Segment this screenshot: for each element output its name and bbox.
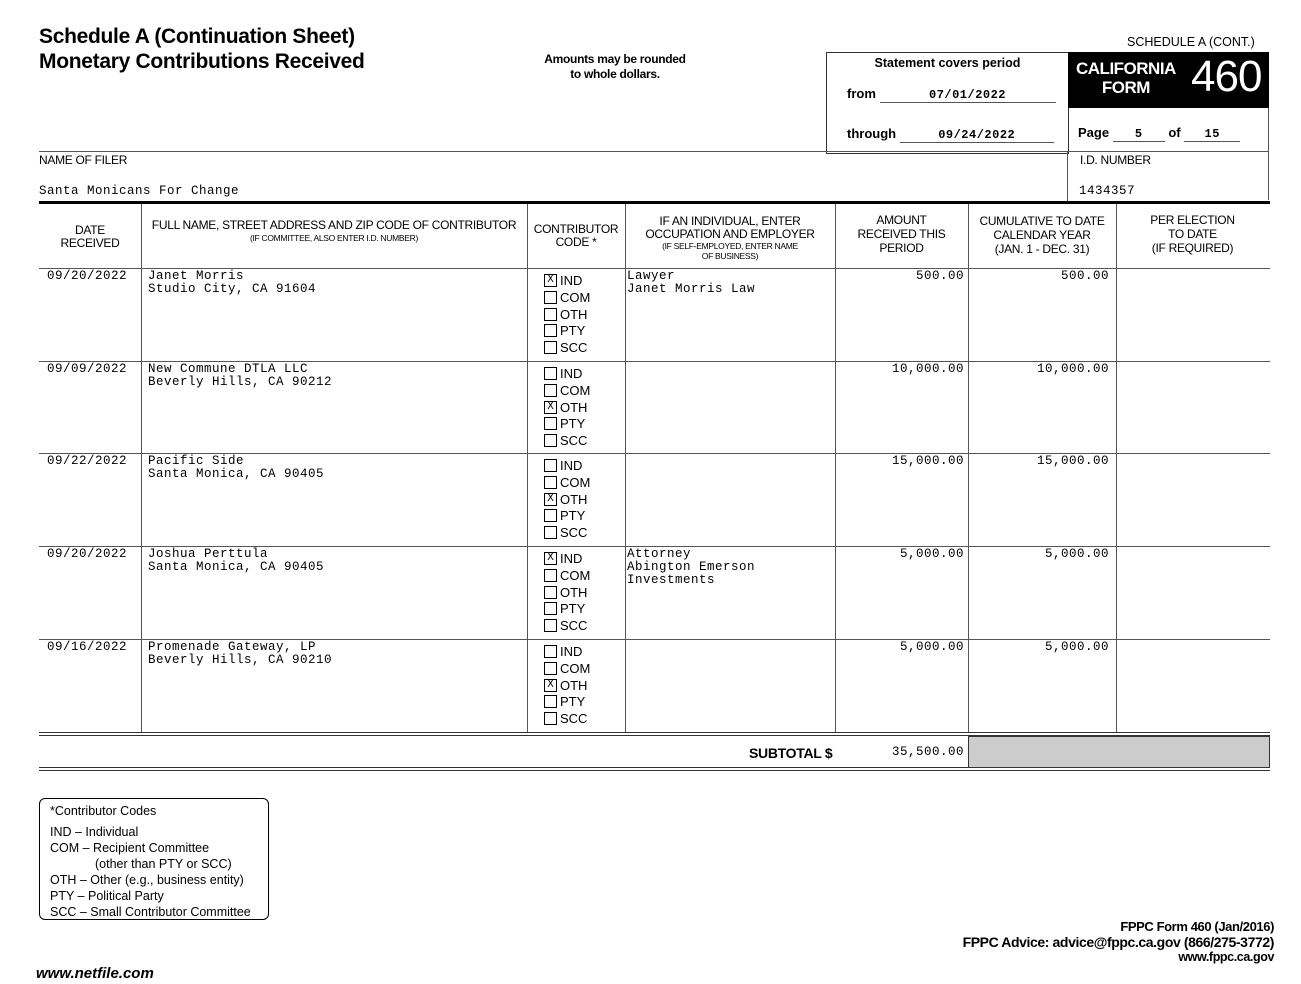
legend-com: COM – Recipient Committee	[50, 841, 210, 855]
subtotal-shaded	[968, 736, 1270, 768]
contributor-code-com[interactable]	[544, 289, 590, 306]
contributor-code-pty[interactable]	[544, 693, 585, 710]
date-received: 09/20/2022	[47, 547, 128, 561]
code-label: PTY	[560, 508, 586, 524]
code-label: IND	[560, 458, 583, 473]
code-label: SCC	[560, 525, 588, 541]
col-occ-2: OCCUPATION AND EMPLOYER	[645, 227, 815, 241]
checkbox[interactable]	[544, 308, 557, 321]
contributor-address: Studio City, CA 91604	[148, 282, 317, 296]
contributor-code-pty[interactable]	[544, 600, 585, 617]
contributor-address: Beverly Hills, CA 90212	[148, 375, 333, 389]
contributor-code-ind[interactable]	[544, 550, 582, 567]
occupation-employer: Lawyer	[627, 269, 676, 283]
col-name-sub: (IF COMMITTEE, ALSO ENTER I.D. NUMBER)	[249, 233, 419, 243]
netfile-link[interactable]: www.netfile.com	[36, 965, 154, 982]
col-occupation-header	[625, 215, 835, 261]
contributor-code-scc[interactable]	[544, 432, 587, 449]
checkbox[interactable]: X	[544, 401, 557, 414]
contributor-code-ind[interactable]	[544, 643, 582, 660]
col-amount-header	[835, 213, 968, 255]
column-divider	[625, 204, 626, 732]
page-indicator	[1078, 125, 1240, 142]
footer-site[interactable]: www.fppc.ca.gov	[1178, 950, 1274, 964]
checkbox[interactable]: X	[544, 274, 557, 287]
code-label: OTH	[560, 399, 588, 415]
column-divider	[1116, 204, 1117, 732]
form-number: 460	[1191, 52, 1262, 101]
checkbox[interactable]: X	[544, 679, 557, 692]
contributor-address: Santa Monica, CA 90405	[148, 467, 325, 481]
col-amt-2: RECEIVED THIS	[857, 227, 946, 241]
col-date-1: DATE	[75, 223, 105, 237]
col-per-2: TO DATE	[1168, 227, 1217, 241]
rounding-note-1: Amounts may be rounded	[544, 52, 686, 66]
contributor-code-ind[interactable]	[544, 457, 582, 474]
code-label: OTH	[560, 677, 588, 693]
cumulative-to-date: 15,000.00	[1036, 454, 1109, 468]
contributor-code-oth[interactable]	[544, 399, 587, 416]
checkbox[interactable]	[544, 526, 557, 539]
col-per-3: (IF REQUIRED)	[1151, 241, 1234, 255]
id-number: 1434357	[1079, 184, 1136, 198]
page-label: Page	[1078, 125, 1110, 140]
col-occ-sub2: OF BUSINESS)	[701, 251, 759, 261]
checkbox[interactable]	[544, 602, 557, 615]
legend-scc: SCC – Small Contributor Committee	[50, 905, 251, 919]
contributor-code-scc[interactable]	[544, 710, 587, 727]
checkbox[interactable]	[544, 645, 557, 658]
legend-com-note: (other than PTY or SCC)	[95, 857, 232, 871]
checkbox[interactable]	[544, 586, 557, 599]
contributor-code-oth[interactable]	[544, 491, 587, 508]
date-received: 09/16/2022	[47, 640, 128, 654]
col-occ-sub1: (IF SELF-EMPLOYED, ENTER NAME	[662, 241, 798, 251]
occupation-employer: Janet Morris Law	[627, 282, 756, 296]
contributor-code-oth[interactable]	[544, 677, 587, 694]
form-line2: FORM	[1101, 78, 1150, 97]
code-label: SCC	[560, 340, 588, 356]
cumulative-to-date: 500.00	[1060, 269, 1109, 283]
contributor-code-com[interactable]	[544, 382, 590, 399]
code-label: OTH	[560, 584, 588, 600]
checkbox[interactable]: X	[544, 493, 557, 506]
legend-oth: OTH – Other (e.g., business entity)	[50, 873, 244, 887]
date-received: 09/22/2022	[47, 454, 128, 468]
from-label: from	[847, 86, 876, 101]
contributor-codes-legend	[39, 798, 269, 920]
code-label: SCC	[560, 618, 588, 634]
column-divider	[527, 204, 528, 732]
code-label: OTH	[560, 491, 588, 507]
form-badge	[1068, 52, 1269, 108]
col-cumulative-header	[968, 214, 1116, 256]
code-label: IND	[560, 644, 583, 659]
code-label: PTY	[560, 694, 586, 710]
col-name-1: FULL NAME, STREET ADDRESS AND ZIP CODE OF CONTRIBUTOR	[151, 218, 517, 232]
column-divider	[835, 204, 836, 732]
code-label: COM	[560, 474, 591, 490]
page-title: Schedule A (Continuation Sheet)	[39, 25, 355, 48]
code-label: PTY	[560, 416, 586, 432]
contributor-code-ind[interactable]	[544, 365, 582, 382]
footer-info	[963, 919, 1274, 964]
page-total: 15	[1184, 127, 1240, 142]
subtotal-value: 35,500.00	[891, 745, 964, 759]
contributor-code-oth[interactable]	[544, 306, 587, 323]
contributor-code-pty[interactable]	[544, 415, 585, 432]
contributor-code-com[interactable]	[544, 660, 590, 677]
col-code-1: CONTRIBUTOR	[533, 222, 619, 236]
subtotal-label: SUBTOTAL $	[749, 745, 833, 761]
col-election-header	[1116, 213, 1269, 255]
form-line1: CALIFORNIA	[1076, 59, 1176, 78]
code-label: IND	[560, 551, 583, 566]
contributor-code-com[interactable]	[544, 567, 590, 584]
schedule-label: SCHEDULE A (CONT.)	[1127, 35, 1255, 49]
from-date: 07/01/2022	[880, 88, 1056, 103]
code-label: IND	[560, 366, 583, 381]
checkbox[interactable]	[544, 509, 557, 522]
id-label: I.D. NUMBER	[1080, 153, 1151, 167]
amount-received: 5,000.00	[899, 640, 964, 654]
checkbox[interactable]	[544, 324, 557, 337]
contributor-code-oth[interactable]	[544, 584, 587, 601]
contributor-code-pty[interactable]	[544, 322, 585, 339]
amount-received: 15,000.00	[891, 454, 964, 468]
col-per-1: PER ELECTION	[1150, 213, 1235, 227]
col-cum-2: CALENDAR YEAR	[993, 228, 1091, 242]
cumulative-to-date: 5,000.00	[1044, 640, 1109, 654]
col-amt-3: PERIOD	[879, 241, 924, 255]
contributor-name: Joshua Perttula	[148, 547, 269, 561]
contributor-name: Pacific Side	[148, 454, 245, 468]
occupation-employer: Abington Emerson	[627, 560, 756, 574]
checkbox[interactable]	[544, 384, 557, 397]
contributor-code-scc[interactable]	[544, 339, 587, 356]
checkbox[interactable]	[544, 367, 557, 380]
contributor-code-com[interactable]	[544, 474, 590, 491]
code-label: SCC	[560, 433, 588, 449]
contributor-code-ind[interactable]	[544, 272, 582, 289]
code-label: SCC	[560, 711, 588, 727]
checkbox[interactable]	[544, 662, 557, 675]
column-divider	[141, 204, 142, 732]
period-title: Statement covers period	[874, 56, 1021, 70]
col-date-header	[39, 224, 141, 250]
of-label: of	[1168, 125, 1181, 140]
code-label: PTY	[560, 601, 586, 617]
amount-received: 500.00	[915, 269, 964, 283]
through-date: 09/24/2022	[900, 128, 1054, 143]
checkbox[interactable]	[544, 712, 557, 725]
code-label: COM	[560, 289, 591, 305]
col-cum-3: (JAN. 1 - DEC. 31)	[994, 242, 1090, 256]
legend-ind: IND – Individual	[50, 825, 139, 839]
page-subtitle: Monetary Contributions Received	[39, 50, 365, 73]
footer-advice: FPPC Advice: advice@fppc.ca.gov (866/275-3772)	[962, 934, 1274, 950]
rounding-note-2: to whole dollars.	[570, 67, 660, 81]
contributor-address: Santa Monica, CA 90405	[148, 560, 325, 574]
contributor-code-scc[interactable]	[544, 617, 587, 634]
filer-name: Santa Monicans For Change	[39, 184, 240, 198]
contributor-code-pty[interactable]	[544, 507, 585, 524]
col-cum-1: CUMULATIVE TO DATE	[979, 214, 1105, 228]
checkbox[interactable]	[544, 417, 557, 430]
code-label: OTH	[560, 306, 588, 322]
legend-pty: PTY – Political Party	[50, 889, 164, 903]
contributor-code-scc[interactable]	[544, 524, 587, 541]
col-occ-1: IF AN INDIVIDUAL, ENTER	[659, 214, 801, 228]
cumulative-to-date: 10,000.00	[1036, 362, 1109, 376]
checkbox[interactable]	[544, 291, 557, 304]
period-box	[826, 52, 1069, 154]
col-code-2: CODE *	[555, 235, 597, 249]
checkbox[interactable]	[544, 569, 557, 582]
col-date-2: RECEIVED	[60, 236, 120, 250]
contributor-name: Janet Morris	[148, 269, 245, 283]
through-label: through	[847, 126, 897, 141]
checkbox[interactable]	[544, 341, 557, 354]
occupation-employer: Attorney	[627, 547, 692, 561]
col-code-header	[527, 223, 625, 249]
checkbox[interactable]: X	[544, 552, 557, 565]
amount-received: 10,000.00	[891, 362, 964, 376]
code-label: COM	[560, 660, 591, 676]
checkbox[interactable]	[544, 459, 557, 472]
date-received: 09/09/2022	[47, 362, 128, 376]
checkbox[interactable]	[544, 434, 557, 447]
checkbox[interactable]	[544, 476, 557, 489]
col-amt-1: AMOUNT	[876, 213, 927, 227]
contributor-address: Beverly Hills, CA 90210	[148, 653, 333, 667]
rounding-note	[520, 52, 710, 82]
code-label: IND	[560, 273, 583, 288]
code-label: COM	[560, 382, 591, 398]
contributor-name: Promenade Gateway, LP	[148, 640, 317, 654]
occupation-employer: Investments	[627, 573, 716, 587]
code-label: PTY	[560, 323, 586, 339]
date-received: 09/20/2022	[47, 269, 128, 283]
amount-received: 5,000.00	[899, 547, 964, 561]
col-name-header	[141, 219, 527, 245]
column-divider	[968, 204, 969, 732]
page-number: 5	[1113, 127, 1165, 142]
checkbox[interactable]	[544, 619, 557, 632]
checkbox[interactable]	[544, 695, 557, 708]
legend-title: *Contributor Codes	[50, 804, 157, 818]
cumulative-to-date: 5,000.00	[1044, 547, 1109, 561]
footer-form: FPPC Form 460 (Jan/2016)	[1120, 919, 1274, 934]
code-label: COM	[560, 567, 591, 583]
contributor-name: New Commune DTLA LLC	[148, 362, 309, 376]
filer-label: NAME OF FILER	[39, 153, 128, 167]
